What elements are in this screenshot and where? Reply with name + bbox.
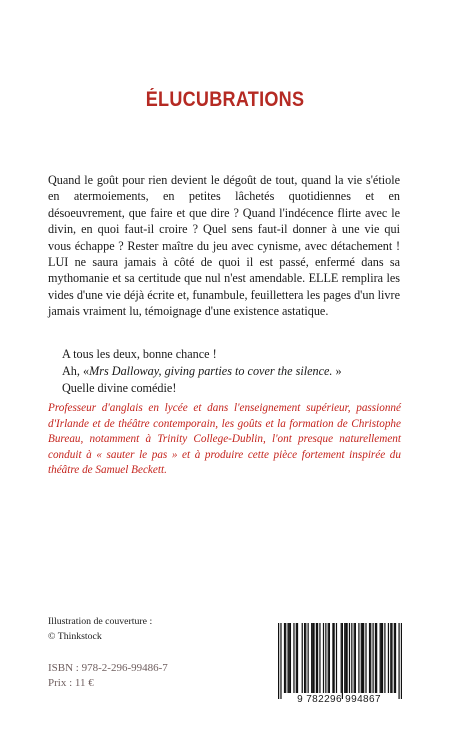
barcode-bar — [347, 623, 348, 693]
barcode-bar — [325, 623, 326, 693]
barcode-bar — [345, 623, 346, 693]
barcode-bar — [305, 623, 306, 693]
barcode-bar — [308, 623, 309, 693]
barcode-bar — [319, 623, 320, 693]
barcode-bar — [380, 623, 381, 693]
quote-section — [62, 346, 402, 397]
credits-line-2: © Thinkstock — [48, 630, 102, 642]
barcode-bar — [401, 623, 402, 699]
isbn-text: ISBN : 978-2-296-99486-7 — [48, 662, 168, 674]
barcode-bar — [312, 623, 313, 693]
barcode-bar — [354, 623, 355, 693]
barcode-bar — [344, 623, 345, 693]
barcode-bar — [391, 623, 392, 693]
quote-line-2-italic: Mrs Dalloway, giving parties to cover the silence. — [89, 364, 333, 378]
barcode-bar — [285, 623, 286, 693]
barcode-bar — [395, 623, 396, 693]
author-bio-section — [48, 401, 401, 479]
quote-line-2-suffix: » — [332, 364, 342, 378]
barcode-bar — [317, 623, 318, 693]
barcode-bar — [376, 623, 377, 693]
author-bio: Professeur d'anglais en lycée et dans l'enseignement supérieur, passionné d'Irlande et de théâtre contemporain, les goûts et la formation de Christophe Bureau, notamment à Trinity College-Dublin, l'ont presque naturellement conduit à « sauter le pas » et à produire cette pièce fortement inspirée du théâtre de Samuel Beckett. — [48, 402, 401, 476]
barcode-bar — [284, 623, 285, 693]
barcode-bar — [323, 623, 324, 693]
barcode-bar — [362, 623, 363, 693]
barcode-bar — [290, 623, 291, 693]
barcode-bar — [384, 623, 385, 693]
barcode-bar — [369, 623, 370, 693]
barcode-bar — [287, 623, 288, 693]
barcode-bar — [375, 623, 376, 693]
book-title: ÉLUCUBRATIONS — [145, 88, 305, 111]
barcode-bar — [341, 623, 342, 693]
barcode-bar — [304, 623, 305, 693]
barcode-bar — [361, 623, 362, 693]
barcode-bar — [349, 623, 350, 693]
quote-line-2 — [62, 363, 402, 380]
barcode-bar — [280, 623, 281, 699]
barcode-bar — [296, 623, 297, 693]
barcode-bar — [365, 623, 366, 693]
barcode-bar — [372, 623, 373, 693]
barcode-bar — [332, 623, 333, 693]
barcode-digits: 9 782296 994867 — [297, 694, 381, 705]
barcode-bar — [278, 623, 279, 699]
barcode-bar — [388, 623, 389, 693]
quote-line-1: A tous les deux, bonne chance ! — [62, 347, 217, 361]
barcode-bar — [328, 623, 329, 693]
cover-credits — [48, 615, 152, 644]
barcode-bar — [302, 623, 303, 693]
barcode-bar — [382, 623, 383, 693]
blurb-paragraph: Quand le goût pour rien devient le dégoût de tout, quand la vie s'étiole en atermoiements, en petites lâchetés quotidiennes et en désoeuvrement, que faire et que dire ? Quand l'indécence flirte avec le divin, en quoi faut-il croire ? Quel sens faut-il donner à une vie qui vous échappe ? Rester maître du jeu avec cynisme, avec détachement ! LUI ne saura jamais à côté de quoi il est passé, enfermé dans sa mythomanie et sa certitude que nul n'est amendable. ELLE remplira les vides d'une vie déjà écrite et, funambule, feuillettera les pages d'un livre jamais vraiment lu, témoignage d'une existence astatique. — [48, 173, 400, 319]
barcode-bar — [390, 623, 391, 693]
barcode-bar — [398, 623, 399, 699]
barcode-bar — [334, 623, 335, 693]
barcode-bar — [313, 623, 314, 693]
barcode-bar — [297, 623, 298, 693]
barcode-bar — [363, 623, 364, 693]
barcode-bar — [311, 623, 312, 693]
price-text: Prix : 11 € — [48, 677, 94, 689]
barcode-bar — [355, 623, 356, 693]
barcode-bar — [293, 623, 294, 693]
barcode-bar — [329, 623, 330, 693]
quote-line-3: Quelle divine comédie! — [62, 381, 177, 395]
barcode-image — [278, 623, 402, 699]
barcode-bar — [316, 623, 317, 693]
barcode-bar — [381, 623, 382, 693]
barcode-bar — [358, 623, 359, 693]
blurb-section — [48, 172, 400, 320]
barcode-bar — [351, 623, 352, 693]
barcode-bar — [289, 623, 290, 693]
barcode-bar — [336, 623, 337, 693]
barcode-bars — [278, 623, 402, 699]
isbn-price-block — [48, 661, 168, 691]
barcode-bar — [342, 623, 343, 699]
barcode-bar — [370, 623, 371, 693]
quote-line-2-prefix: Ah, « — [62, 364, 90, 378]
barcode-bar — [394, 623, 395, 693]
credits-line-1: Illustration de couverture : — [48, 616, 153, 627]
